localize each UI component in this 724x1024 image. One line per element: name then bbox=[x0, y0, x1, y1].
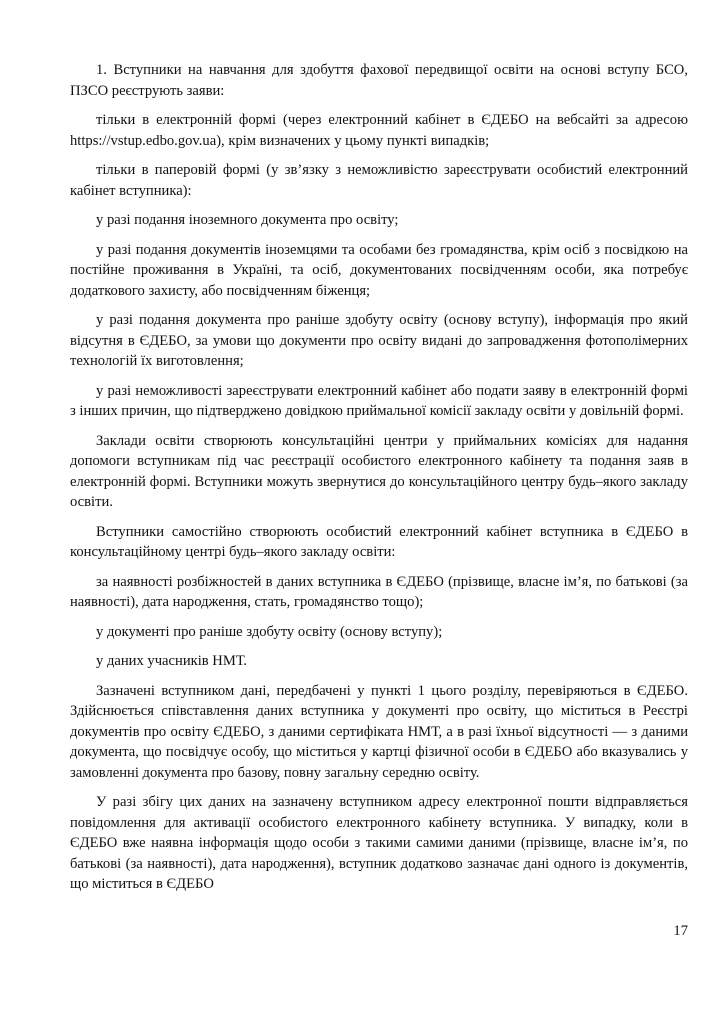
paragraph-6: у разі подання документа про раніше здобуту освіту (основу вступу), інформація про який відсутня в ЄДЕБО, за умови що документи про освіту видані до запровадження фотополімерних технологій їх виготовлення; bbox=[70, 312, 688, 369]
paragraph-11: у документі про раніше здобуту освіту (основу вступу); bbox=[96, 623, 443, 640]
document-page bbox=[70, 60, 688, 904]
paragraph-5: у разі подання документів іноземцями та особами без громадянства, крім осіб з посвідкою на постійне проживання в Україні, та осіб, документованих посвідченням особи, яка потребує додаткового захисту, або посвідченням біженця; bbox=[70, 241, 688, 299]
paragraph-4: у разі подання іноземного документа про освіту; bbox=[96, 212, 399, 228]
paragraph-1: 1. Вступники на навчання для здобуття фахової передвищої освіти на основі вступу БСО, ПЗСО реєструють заяви: bbox=[70, 62, 688, 99]
paragraph-2: тільки в електронній формі (через електронний кабінет в ЄДЕБО на вебсайті за адресою https://vstup.edbo.gov.ua), крім визначених у цьому пункті випадків; bbox=[70, 112, 688, 149]
paragraph-13: Зазначені вступником дані, передбачені у пункті 1 цього розділу, перевіряються в ЄДЕБО. Здійснюється співставлення даних вступника у документі про освіту, що міститься в Реєстрі документів про освіту ЄДЕБО, з даними сертифіката НМТ, а в разі їхньої відсутності — з даними документа, що посвідчує особу, що міститься у картці фізичної особи в ЄДЕБО або вказувались у замовленні документа про базову, повну загальну середню освіту. bbox=[70, 682, 688, 781]
paragraph-8: Заклади освіти створюють консультаційні центри у приймальних комісіях для надання допомоги вступникам під час реєстрації особистого електронного кабінету та подання заяв в електронній формі. Вступники можуть звернутися до консультаційного центру будь–якого закладу освіти. bbox=[70, 432, 688, 510]
paragraph-7: у разі неможливості зареєструвати електронний кабінет або подати заяву в електронній формі з інших причин, що підтверджено довідкою приймальної комісії закладу освіти у довільній формі. bbox=[70, 382, 688, 419]
paragraph-9: Вступники самостійно створюють особистий електронний кабінет вступника в ЄДЕБО в консультаційному центрі будь–якого закладу освіти: bbox=[70, 523, 688, 560]
paragraph-3: тільки в паперовій формі (у зв’язку з неможливістю зареєструвати особистий електронний кабінет вступника): bbox=[70, 162, 688, 199]
paragraph-14: У разі збігу цих даних на зазначену вступником адресу електронної пошти відправляється повідомлення для активації особистого електронного кабінету вступника. У випадку, коли в ЄДЕБО вже наявна інформація щодо особи з такими самими даними (прізвище, власне ім’я, по батькові (за наявності), дата народження), вступник додатково зазначає дані одного із документів, що міститься в ЄДЕБО bbox=[70, 794, 688, 892]
page-number: 17 bbox=[673, 923, 688, 939]
paragraph-10: за наявності розбіжностей в даних вступника в ЄДЕБО (прізвище, власне ім’я, по батькові (за наявності), дата народження, стать, громадянство тощо); bbox=[70, 573, 688, 610]
paragraph-12: у даних учасників НМТ. bbox=[96, 653, 247, 669]
